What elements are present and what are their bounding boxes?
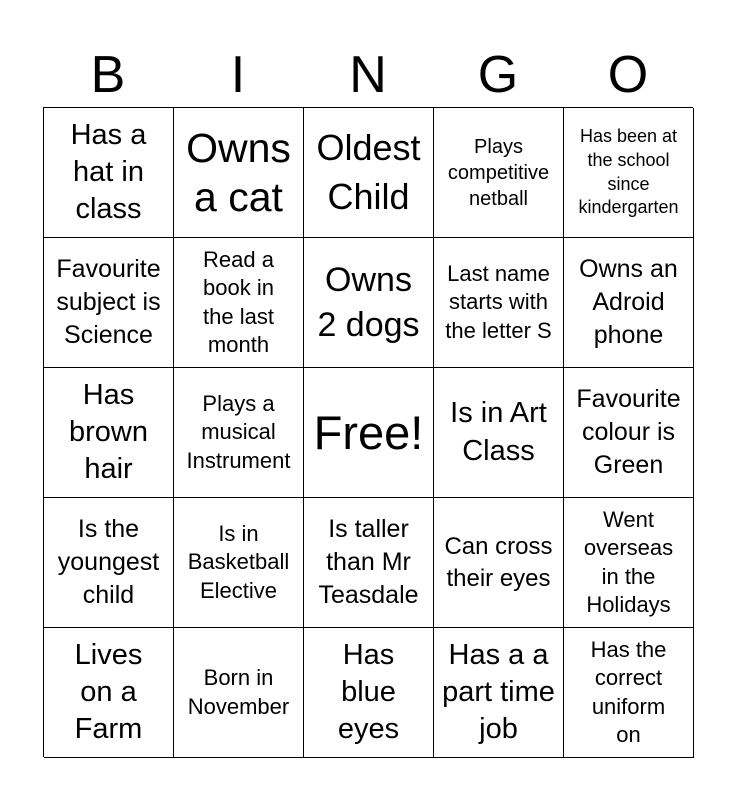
bingo-header <box>43 44 693 106</box>
free-space-label: Free! <box>313 406 424 459</box>
cell-label: Plays competitive netball <box>447 135 550 210</box>
bingo-cell[interactable] <box>174 238 304 368</box>
cell-label: Has been at the school since kindergarten <box>578 126 679 218</box>
cell-label: Has blue eyes <box>337 638 400 746</box>
bingo-board <box>43 107 693 757</box>
cell-label: Owns an Adroid phone <box>579 254 678 350</box>
cell-label: Lives on a Farm <box>74 638 143 746</box>
bingo-cell[interactable] <box>564 368 694 498</box>
cell-label: Has brown hair <box>69 378 148 486</box>
cell-label: Is in Basketball Elective <box>187 521 290 603</box>
header-letter-o: O <box>607 46 649 104</box>
bingo-cell[interactable] <box>434 498 564 628</box>
bingo-cell[interactable] <box>434 628 564 758</box>
cell-label: Favourite subject is Science <box>56 254 161 350</box>
cell-label: Owns 2 dogs <box>317 261 420 344</box>
cell-label: Is taller than Mr Teasdale <box>318 514 419 610</box>
bingo-cell[interactable] <box>304 498 434 628</box>
cell-label: Has the correct uniform on <box>590 637 667 747</box>
bingo-cell[interactable] <box>174 498 304 628</box>
header-letter-g: G <box>477 46 519 104</box>
bingo-cell[interactable] <box>44 628 174 758</box>
bingo-cell[interactable] <box>434 238 564 368</box>
cell-label: Last name starts with the letter S <box>445 261 552 343</box>
cell-label: Has a hat in class <box>70 118 147 226</box>
bingo-cell[interactable] <box>564 108 694 238</box>
cell-label: Is the youngest child <box>57 514 160 610</box>
bingo-cell[interactable] <box>434 368 564 498</box>
bingo-cell[interactable] <box>564 238 694 368</box>
header-letter-n: N <box>349 46 387 104</box>
bingo-cell[interactable] <box>304 108 434 238</box>
bingo-cell[interactable] <box>174 368 304 498</box>
cell-label: Favourite colour is Green <box>576 384 681 480</box>
bingo-cell[interactable] <box>174 108 304 238</box>
cell-label: Can cross their eyes <box>444 532 553 592</box>
bingo-cell[interactable] <box>434 108 564 238</box>
cell-label: Oldest Child <box>316 126 421 217</box>
cell-label: Read a book in the last month <box>203 247 274 357</box>
cell-label: Is in Art Class <box>450 397 547 467</box>
cell-label: Went overseas in the Holidays <box>583 507 674 617</box>
cell-label: Born in November <box>187 665 290 719</box>
bingo-cell[interactable] <box>304 238 434 368</box>
bingo-cell[interactable] <box>44 108 174 238</box>
bingo-cell[interactable] <box>44 498 174 628</box>
bingo-cell[interactable] <box>564 628 694 758</box>
bingo-cell[interactable] <box>44 238 174 368</box>
cell-label: Owns a cat <box>186 125 291 220</box>
header-letter-b: B <box>90 46 126 104</box>
bingo-cell[interactable] <box>564 498 694 628</box>
cell-label: Plays a musical Instrument <box>186 391 291 473</box>
bingo-cell[interactable] <box>304 628 434 758</box>
bingo-cell[interactable] <box>304 368 434 498</box>
header-letter-i: I <box>230 46 246 104</box>
bingo-cell[interactable] <box>174 628 304 758</box>
bingo-cell[interactable] <box>44 368 174 498</box>
cell-label: Has a a part time job <box>442 638 555 746</box>
